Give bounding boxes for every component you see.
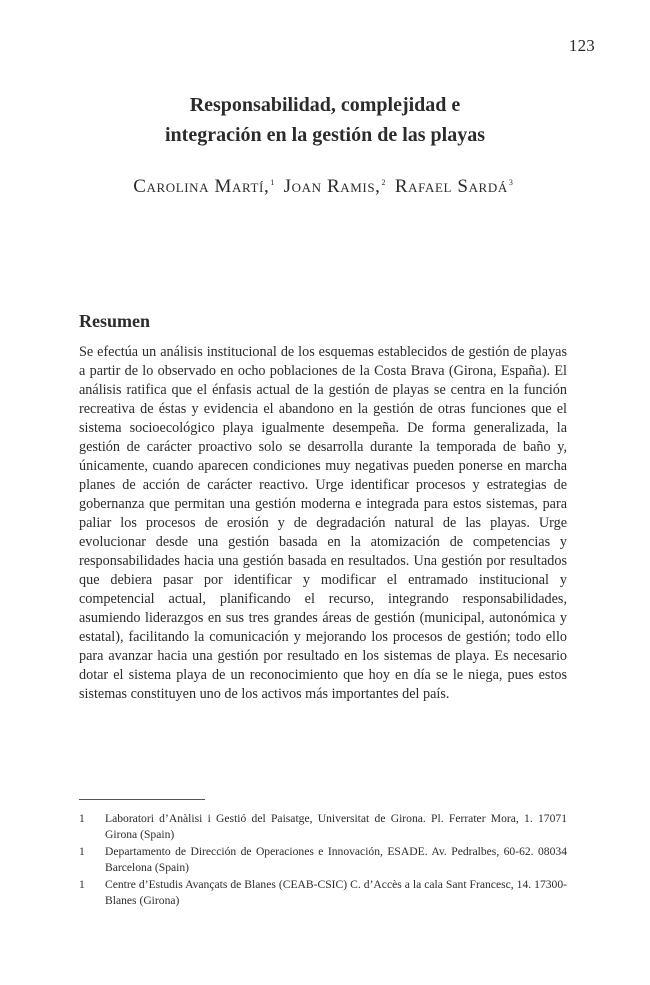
article-title — [60, 90, 590, 150]
footnote — [79, 844, 567, 876]
footnote-number: 1 — [79, 878, 85, 891]
footnote — [79, 877, 567, 909]
footnote-divider — [79, 799, 205, 800]
title-line-2: integración en la gestión de las playas — [164, 124, 485, 146]
footnote — [79, 811, 567, 843]
author-name: Joan Ramis, — [283, 176, 381, 197]
footnote-text: Laboratori d’Anàlisi i Gestió del Paisatge, Universitat de Girona. Pl. Ferrater Mora, 1. 17071 Girona (Spain) — [105, 812, 567, 841]
author-name: Carolina Martí, — [133, 176, 270, 197]
author-affiliation-mark: 3 — [508, 178, 513, 187]
footnote-text: Centre d’Estudis Avançats de Blanes (CEAB-CSIC) C. d’Accès a la cala Sant Francesc, 14. 17300-Blanes (Girona) — [105, 878, 567, 907]
author-list — [60, 176, 590, 198]
author-affiliation-mark: 2 — [381, 178, 386, 187]
footnote-text: Departamento de Dirección de Operaciones e Innovación, ESADE. Av. Pedralbes, 60-62. 08034 Barcelona (Spain) — [105, 845, 567, 874]
footnote-number: 1 — [79, 845, 85, 858]
page-number: 123 — [568, 36, 595, 55]
abstract-paragraph: Se efectúa un análisis institucional de los esquemas establecidos de gestión de playas a partir de lo observado en ocho poblaciones de la Costa Brava (Girona, España). El análisis ratifica que el énfasis actual de la gestión de playas se centra en la función recreativa de éstas y evidencia el abandono en la gestión de otras funciones que el sistema socioecológico playa igualmente desempeña. De forma generalizada, la gestión de carácter proactivo solo se desarrolla durante la temporada de baño y, únicamente, cuando aparecen condiciones muy negativas pueden ponerse en marcha planes de acción de carácter reactivo. Urge identificar procesos y estrategias de gobernanza que permitan una gestión moderna e integrada para estos sistemas, para paliar los procesos de erosión y de degradación natural de las playas. Urge evolucionar desde una gestión basada en la atomización de competencias y responsabilidades hacia una gestión basada en resultados. Una gestión por resultados que debiera pasar por identificar y modificar el entramado institucional y competencial actual, planificando el recurso, integrando responsabilidades, asumiendo liderazgos en sus tres grandes áreas de gestión (municipal, autonómica y estatal), facilitando la comunicación y mejorando los procesos de gestión; todo ello para avanzar hacia una gestión por resultado en los sistemas de playa. Es necesario dotar el sistema playa de un reconocimiento que hoy en día se le niega, pues estos sistemas constituyen uno de los activos más importantes del país. — [79, 344, 567, 702]
author-affiliation-mark: 1 — [270, 178, 275, 187]
section-heading: Resumen — [79, 311, 150, 331]
title-line-1: Responsabilidad, complejidad e — [189, 94, 461, 116]
footnote-number: 1 — [79, 812, 85, 825]
author-name: Rafael Sardá — [394, 176, 508, 197]
footnotes — [79, 811, 567, 910]
